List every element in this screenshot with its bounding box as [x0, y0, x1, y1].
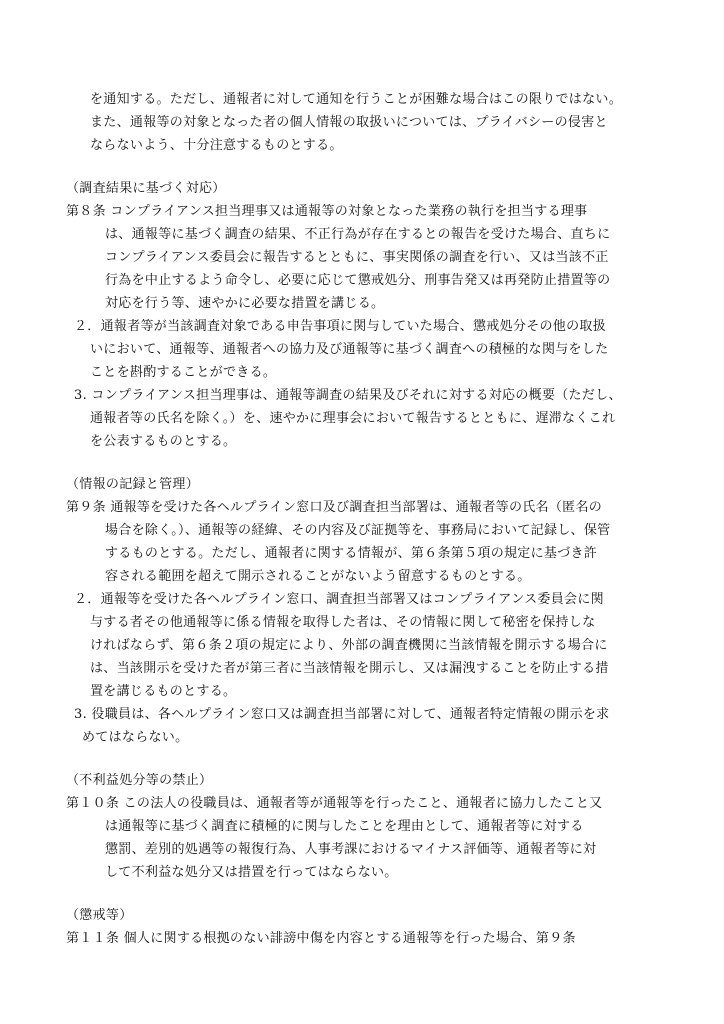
article-line: ければならず、第６条２項の規定により、外部の調査機関に当該情報を開示する場合に [90, 638, 608, 653]
article-line: 3. 役職員は、各ヘルプライン窓口又は調査担当部署に対して、通報者特定情報の開示を求 [74, 707, 610, 722]
article-line: ２．通報者等が当該調査対象である申告事項に関与していた場合、懲戒処分その他の取扱 [74, 319, 607, 334]
article-line: 与する者その他通報等に係る情報を取得した者は、その情報に関して秘密を保持しな [90, 615, 596, 630]
article-line: 3. コンプライアンス担当理事は、通報等調査の結果及びそれに対する対応の概要（ただし、 [74, 388, 622, 403]
article-line: 懲罰、差別的処遇等の報復行為、人事考課におけるマイナス評価等、通報者等に対 [105, 842, 597, 857]
intro-line: ならないよう、十分注意するものとする。 [90, 138, 343, 153]
section-heading: （不利益処分等の禁止） [66, 773, 213, 788]
article-line: 容される範囲を超えて開示されることがないよう留意するものとする。 [105, 569, 531, 584]
article-line: は、通報等に基づく調査の結果、不正行為が存在するとの報告を受けた場合、直ちに [105, 227, 611, 242]
article-line: コンプライアンス委員会に報告するとともに、事実関係の調査を行い、又は当該不正 [105, 250, 609, 265]
intro-line: を通知する。ただし、通報者に対して通知を行うことが困難な場合はこの限りではない。 [90, 92, 623, 107]
article-line: 第９条 通報等を受けた各ヘルプライン窓口及び調査担当部署は、通報者等の氏名（匿名の [66, 500, 603, 515]
article-line: 行為を中止するよう命令し、必要に応じて懲戒処分、刑事告発又は再発防止措置等の [105, 273, 611, 288]
article-line: 置を講じるものとする。 [90, 684, 237, 699]
section-heading: （情報の記録と管理） [66, 477, 200, 492]
article-line: 第８条 コンプライアンス担当理事又は通報等の対象となった業務の執行を担当する理事 [66, 204, 588, 219]
article-line: 場合を除く。）、通報等の経緯、その内容及び証拠等を、事務局において記録し、保管 [105, 523, 611, 538]
article-line: 通報者等の氏名を除く。）を、速やかに理事会において報告するとともに、遅滞なくこれ [90, 411, 616, 426]
article-line: 対応を行う等、速やかに必要な措置を講じる。 [105, 296, 385, 311]
article-line: は、当該開示を受けた者が第三者に当該情報を開示し、又は漏洩することを防止する措 [90, 661, 609, 676]
section-heading: （調査結果に基づく対応） [66, 181, 226, 196]
article-line: を公表するものとする。 [90, 434, 237, 449]
article-line: は通報等に基づく調査に積極的に関与したことを理由として、通報者等に対する [105, 819, 584, 834]
article-line: するものとする。ただし、通報者に関する情報が、第６条第５項の規定に基づき許 [105, 546, 598, 561]
article-line: めてはならない。 [82, 730, 189, 745]
article-line: 第１１条 個人に関する根拠のない誹謗中傷を内容とする通報等を行った場合、第９条 [66, 931, 576, 946]
article-line: いにおいて、通報等、通報者への協力及び通報等に基づく調査への積極的な関与をした [90, 342, 609, 357]
article-line: ことを斟酌することができる。 [90, 365, 277, 380]
article-line: ２．通報等を受けた各ヘルプライン窓口、調査担当部署又はコンプライアンス委員会に関 [74, 592, 604, 607]
intro-line: また、通報等の対象となった者の個人情報の取扱いについては、プライバシーの侵害と [90, 115, 608, 130]
article-line: して不利益な処分又は措置を行ってはならない。 [105, 865, 398, 880]
article-line: 第１０条 この法人の役職員は、通報者等が通報等を行ったこと、通報者に協力したこと又 [66, 796, 603, 811]
section-heading: （懲戒等） [66, 908, 133, 923]
